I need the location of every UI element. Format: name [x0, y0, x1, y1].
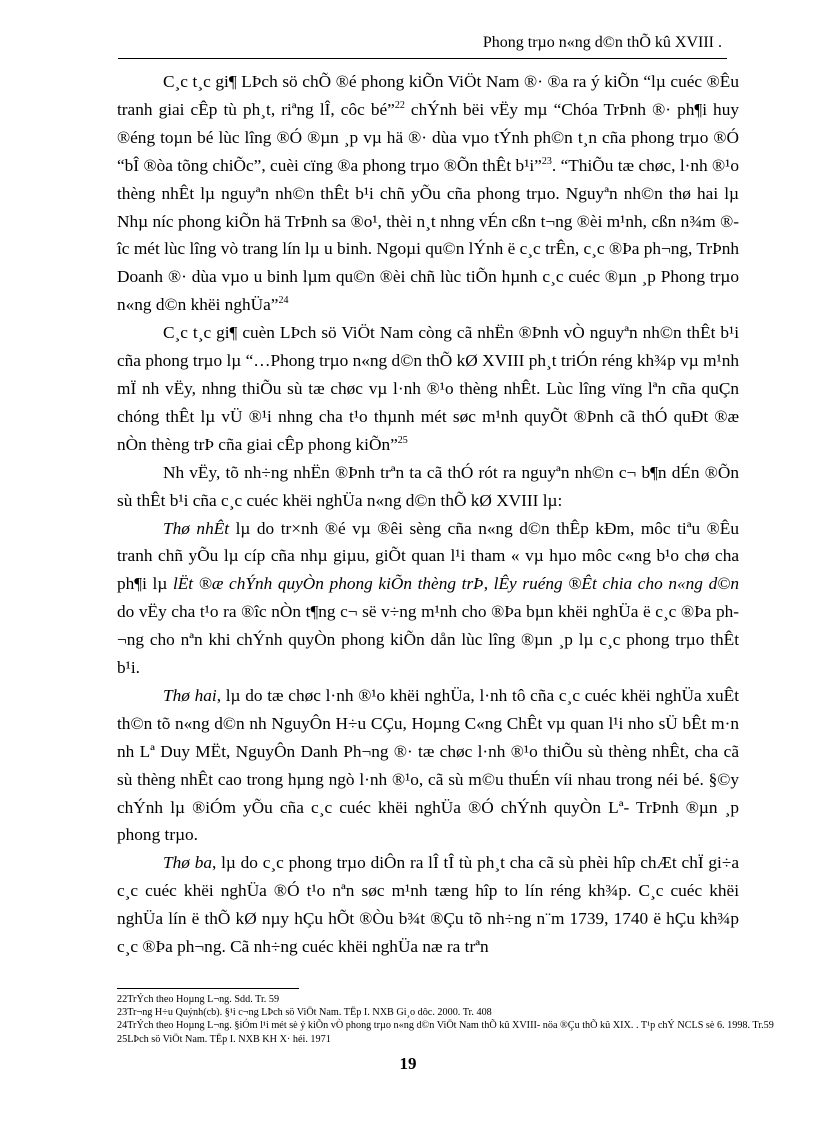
paragraph-1	[117, 68, 739, 319]
text-run: do vËy cha t¹o ra ®îc nÒn t¶ng c¬ së v÷ng m¹nh cho ®Þa bµn khëi nghÜa ë c¸c ®Þa ph¬ng cho nªn khi chÝnh quyÒn phong kiÕn dån lùc lîng ®µn ¸p lµ c¸c phong trµo thÊt b¹i.	[117, 602, 739, 678]
footnote-ref: 22	[394, 100, 405, 112]
paragraph-6	[117, 849, 739, 961]
paragraph-3	[117, 459, 739, 515]
text-run: . “ThiÕu tæ chøc, l·nh ®¹o thèng nhÊt lµ nguyªn nh©n thÊt b¹i chñ yÕu cña phong trµo. Nguyªn nh©n thø hai lµ Nhµ níc phong kiÕn hä TrÞnh sa ®o¹, thèi n¸t nhng vÉn cßn t¬ng ®èi m¹nh, cßn n¾m ®îc mét lùc lîng vò trang lín lµ u binh. Ngoµi qu©n lÝnh ë c¸c trÊn, c¸c ®Þa ph¬ng, TrÞnh Doanh ®· dùa vµo u binh lµm qu©n ®èi chñ lùc tiÕn hµnh c¸c cuéc ®µn ¸p Phong trµo n«ng d©n khëi nghÜa”	[117, 155, 739, 315]
footnotes	[117, 993, 774, 1046]
text-run: C¸c t¸c gi¶ cuèn LÞch sö ViÖt Nam còng cã nhËn ®Þnh vÒ nguyªn nh©n thÊt b¹i cña phong trµo lµ “…Phong trµo n«ng d©n thÕ kØ XVIII ph¸t triÓn réng kh¾p vµ m¹nh mÏ nh vËy, nhng thiÕu sù tæ chøc vµ l·nh ®¹o thèng nhÊt. Lùc lîng vïng lªn cña quÇn chóng thÊt lµ vÜ ®¹i nhng cha t¹o thµnh mét søc m¹nh quyÕt ®Þnh cã thÓ quÐt ®æ nÒn thèng trÞ cña giai cÊp phong kiÕn”	[117, 323, 739, 454]
footnote-rule	[117, 988, 299, 989]
text-run: Nh vËy, tõ nh÷ng nhËn ®Þnh trªn ta cã thÓ rót ra nguyªn nh©n c¬ b¶n dÉn ®Õn sù thÊt b¹i cña c¸c cuéc khëi nghÜa n«ng d©n thÕ kØ XVIII lµ:	[117, 462, 739, 510]
paragraph-4	[117, 515, 739, 682]
page-number: 19	[399, 1054, 417, 1073]
footnote-23: 23Tr¬ng H÷u Quýnh(cb). §¹i c¬ng LÞch sö ViÖt Nam. TËp I. NXB Gi¸o dôc. 2000. Tr. 408	[117, 1007, 492, 1019]
footnote-24: 24TrÝch theo Hoµng L¬ng. §iÓm l¹i mét sè ý kiÕn vÒ phong trµo n«ng d©n ViÖt Nam thÕ kû XVIII- nöa ®Çu thÕ kû XIX. . T¹p chÝ NCLS sè 6. 1998. Tr.59	[117, 1020, 774, 1032]
italic-text: lËt ®æ chÝnh quyÒn phong kiÕn thèng trÞ, lÊy ruéng ®Êt chia cho n«ng d©n	[172, 574, 739, 594]
text-run: lµ do tr×nh ®é vµ ®êi sèng cña n«ng d©n thÊp kÐm, môc tiªu ®Êu tranh chñ yÕu lµ cíp cña nhµ giµu, giÕt quan l¹i tham « vµ hµo môc c«ng b¹o chø cha ph¶i lµ	[117, 518, 739, 594]
footnote-22: 22TrÝch theo Hoµng L¬ng. Sdd. Tr. 59	[117, 994, 280, 1005]
footnote-ref: 23	[541, 155, 552, 167]
body-text	[117, 68, 739, 961]
text-run: , lµ do tæ chøc l·nh ®¹o khëi nghÜa, l·nh tô cña c¸c cuéc khëi nghÜa xuÊt th©n tõ n«ng d©n nh NguyÔn H÷u CÇu, Hoµng C«ng ChÊt vµ quan l¹i nho sÜ bÊt m·n nh Lª Duy MËt, NguyÔn Danh Ph¬ng ®· tæ chøc l·nh ®¹o thiÕu sù thèng nhÊt, cha cã sù thèng nhÊt cao trong hµng ngò l·nh ®¹o, cã sù m©u thuÉn víi nhau trong néi bé. §©y chÝnh lµ ®iÓm yÕu cña c¸c cuéc khëi nghÜa ®Ó chÝnh quyÒn Lª- TrÞnh ®µn ¸p phong trµo.	[117, 685, 739, 845]
text-run: , lµ do c¸c phong trµo diÔn ra lÎ tÎ tù ph¸t cha cã sù phèi hîp chÆt chÏ gi÷a c¸c cuéc khëi nghÜa ®Ó t¹o nªn søc m¹nh tæng hîp to lín réng kh¾p. C¸c cuéc khëi nghÜa lín ë thÕ kØ nµy hÇu hÕt ®Òu b¾t ®Çu tõ nh÷ng n¨m 1739, 1740 ë hÇu kh¾p c¸c ®Þa ph¬ng. Cã nh÷ng cuéc khëi nghÜa næ ra trªn	[117, 853, 739, 957]
header-rule	[118, 58, 727, 59]
paragraph-2	[117, 319, 739, 459]
footnote-25: 25LÞch sö ViÖt Nam. TËp I. NXB KH X· héi. 1971	[117, 1033, 331, 1045]
footnote-ref: 25	[397, 435, 408, 447]
text-run: chÝnh bëi vËy mµ “Chóa TrÞnh ®· ph¶i huy ®éng toµn bé lùc lîng ®Ó ®µn ¸p vµ hä ®· dùa vµo tÝnh ph©n t¸n cña phong trµo ®Ó “bÎ ®òa tõng chiÕc”, cuèi cïng ®a phong trµo ®Õn thÊt b¹i”	[117, 99, 739, 175]
italic-text: Thø nhÊt	[163, 518, 230, 538]
text-run: C¸c t¸c gi¶ LÞch sö chÕ ®é phong kiÕn ViÖt Nam ®· ®a ra ý kiÕn “lµ cuéc ®Êu tranh giai cÊp tù ph¸t, riªng lÎ, côc bé”	[117, 72, 739, 119]
italic-text: Thø hai	[163, 685, 217, 705]
running-header: Phong trµo n«ng d©n thÕ kû XVIII .	[482, 34, 722, 51]
footnote-ref: 24	[278, 295, 289, 307]
italic-text: Thø ba	[163, 853, 212, 873]
paragraph-5	[117, 682, 739, 849]
